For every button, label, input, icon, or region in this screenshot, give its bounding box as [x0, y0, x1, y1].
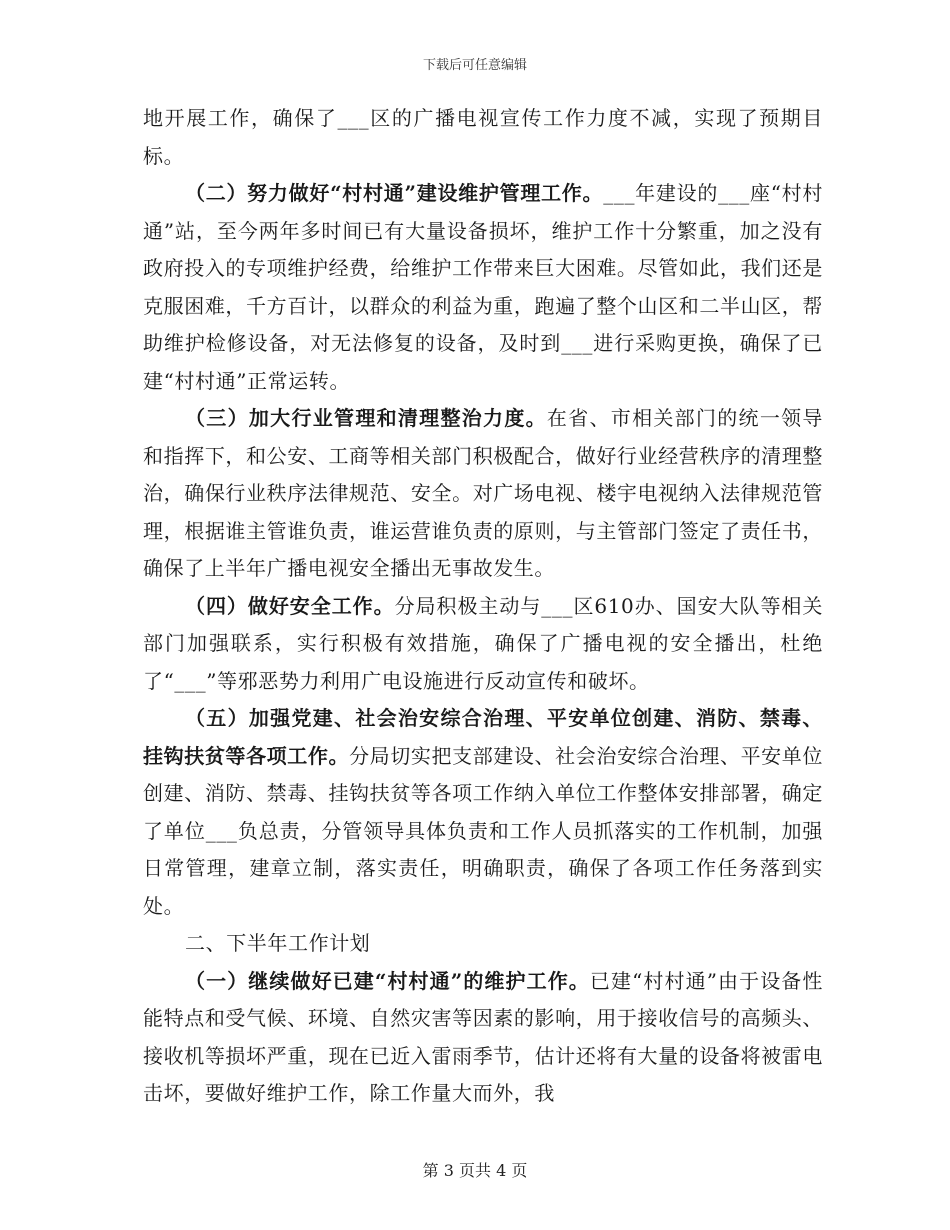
- document-body: [143, 100, 823, 1113]
- paragraph-village-maintenance: [143, 175, 823, 400]
- paragraph-text: 分局切实把支部建设、社会治安综合治理、平安单位创建、消防、禁毒、挂钩扶贫等各项工作纳入单位工作整体安排部署，确定了单位___负总责，分管领导具体负责和工作人员抓落实的工作机制，加强日常管理，建章立制，落实责任，明确职责，确保了各项工作任务落到实处。: [143, 743, 823, 918]
- paragraph-safety-work: [143, 588, 823, 701]
- paragraph-heading: （五）加强党建、社会治安综合治理、平安单位创建、消防、禁毒、挂钩扶贫等各项工作。: [143, 706, 823, 768]
- paragraph-party-building: [143, 700, 823, 925]
- paragraph-text: 地开展工作，确保了___区的广播电视宣传工作力度不减，实现了预期目标。: [143, 106, 823, 168]
- page-header: 下载后可任意编辑: [422, 58, 527, 73]
- paragraph-text: 在省、市相关部门的统一领导和指挥下，和公安、工商等相关部门积极配合，做好行业经营秩序的清理整治，确保行业秩序法律规范、安全。对广场电视、楼宇电视纳入法律规范管理，根据谁主管谁负责，谁运营谁负责的原则，与主管部门签定了责任书，确保了上半年广播电视安全播出无事故发生。: [143, 406, 823, 580]
- section-heading-text: 二、下半年工作计划: [185, 931, 371, 955]
- paragraph-text: 分局积极主动与___区610办、国安大队等相关部门加强联系，实行积极有效措施，确保了广播电视的安全播出，杜绝了“___”等邪恶势力利用广电设施进行反动宣传和破坏。: [143, 593, 823, 693]
- paragraph-heading: （二）努力做好“村村通”建设维护管理工作。: [185, 181, 604, 205]
- paragraph-industry-management: [143, 400, 823, 588]
- paragraph-text: ___年建设的___座“村村通”站，至今两年多时间已有大量设备损坏，维护工作十分繁重，加之没有政府投入的专项维护经费，给维护工作带来巨大困难。尽管如此，我们还是克服困难，千方百计，以群众的利益为重，跑遍了整个山区和二半山区，帮助维护检修设备，对无法修复的设备，及时到___进行采购更换，确保了已建“村村通”正常运转。: [143, 181, 824, 393]
- paragraph-continue-maintenance: [143, 963, 823, 1113]
- paragraph-heading: （三）加大行业管理和清理整治力度。: [185, 406, 547, 430]
- paragraph-heading: （四）做好安全工作。: [185, 593, 395, 618]
- paragraph-heading: （一）继续做好已建“村村通”的维护工作。: [185, 968, 590, 993]
- paragraph-continuation: [143, 100, 823, 175]
- page-footer: 第 3 页共 4 页: [422, 1161, 528, 1180]
- paragraph-text: 已建“村村通”由于设备性能特点和受气候、环境、自然灾害等因素的影响，用于接收信号的高频头、接收机等损坏严重，现在已近入雷雨季节，估计还将有大量的设备将被雷电击坏，要做好维护工作，除工作量大而外，我: [143, 968, 823, 1105]
- section-heading-plan: [143, 925, 823, 963]
